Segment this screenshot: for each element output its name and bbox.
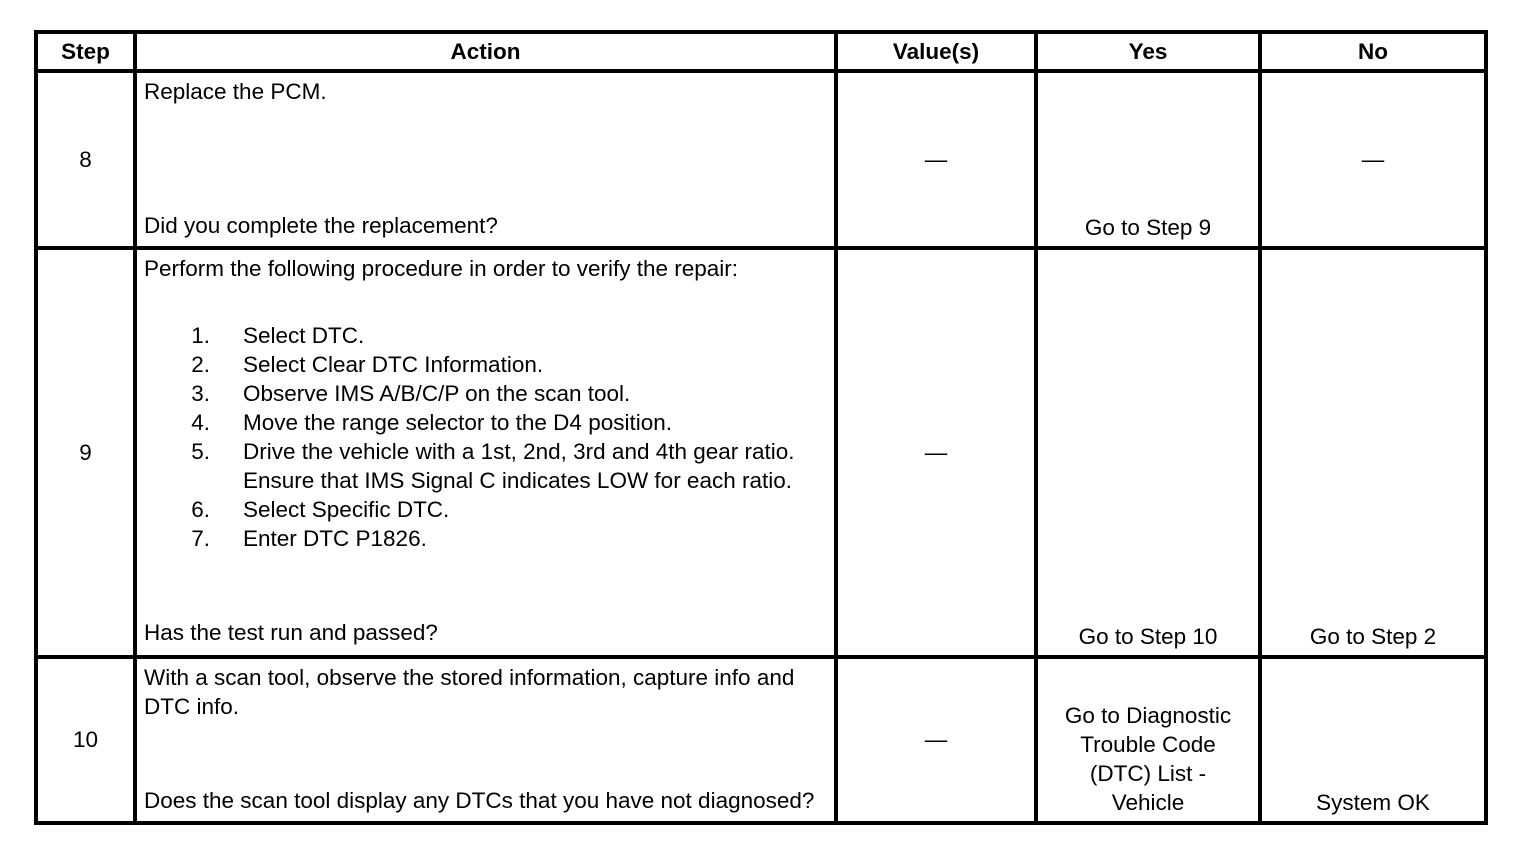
header-action: Action bbox=[135, 32, 836, 71]
header-row bbox=[36, 32, 1486, 71]
value-cell: — bbox=[836, 71, 1036, 248]
header-step: Step bbox=[36, 32, 135, 71]
action-intro: Replace the PCM. bbox=[144, 79, 327, 104]
table-row-step-8 bbox=[36, 71, 1486, 248]
step-number: 10 bbox=[36, 657, 135, 823]
table-row-step-9 bbox=[36, 248, 1486, 656]
step-number: 9 bbox=[36, 248, 135, 656]
yes-cell: Go to Step 10 bbox=[1036, 248, 1260, 656]
action-intro: With a scan tool, observe the stored information, capture info and DTC info. bbox=[144, 664, 795, 719]
action-question: Has the test run and passed? bbox=[144, 620, 438, 646]
no-cell: Go to Step 2 bbox=[1260, 248, 1486, 656]
yes-cell: Go to Step 9 bbox=[1036, 71, 1260, 248]
no-cell: — bbox=[1260, 71, 1486, 248]
procedure-list bbox=[144, 321, 826, 553]
header-yes: Yes bbox=[1036, 32, 1260, 71]
action-cell bbox=[135, 657, 836, 823]
table-row-step-10 bbox=[36, 657, 1486, 823]
value-cell: — bbox=[836, 248, 1036, 656]
procedure-step: 3. Observe IMS A/B/C/P on the scan tool. bbox=[191, 381, 631, 407]
header-values: Value(s) bbox=[836, 32, 1036, 71]
procedure-step: 6. Select Specific DTC. bbox=[191, 497, 450, 523]
yes-cell: Go to Diagnostic Trouble Code (DTC) List - Vehicle bbox=[1036, 657, 1260, 823]
procedure-step: 5. Drive the vehicle with a 1st, 2nd, 3rd and 4th gear ratio. Ensure that IMS Signal C indicates LOW for each ratio. bbox=[191, 439, 795, 494]
procedure-step: 7. Enter DTC P1826. bbox=[191, 526, 427, 552]
header-no: No bbox=[1260, 32, 1486, 71]
step-number: 8 bbox=[36, 71, 135, 248]
action-question: Does the scan tool display any DTCs that you have not diagnosed? bbox=[144, 787, 815, 813]
procedure-step: 1. Select DTC. bbox=[191, 323, 365, 349]
procedure-step: 2. Select Clear DTC Information. bbox=[191, 352, 544, 378]
action-cell bbox=[135, 71, 836, 248]
diagnostic-table bbox=[34, 30, 1488, 825]
action-intro: Perform the following procedure in order to verify the repair: bbox=[144, 256, 739, 282]
action-cell bbox=[135, 248, 836, 656]
no-cell: System OK bbox=[1260, 657, 1486, 823]
value-cell: — bbox=[836, 657, 1036, 823]
action-question: Did you complete the replacement? bbox=[144, 213, 498, 238]
procedure-step: 4. Move the range selector to the D4 position. bbox=[191, 410, 672, 436]
